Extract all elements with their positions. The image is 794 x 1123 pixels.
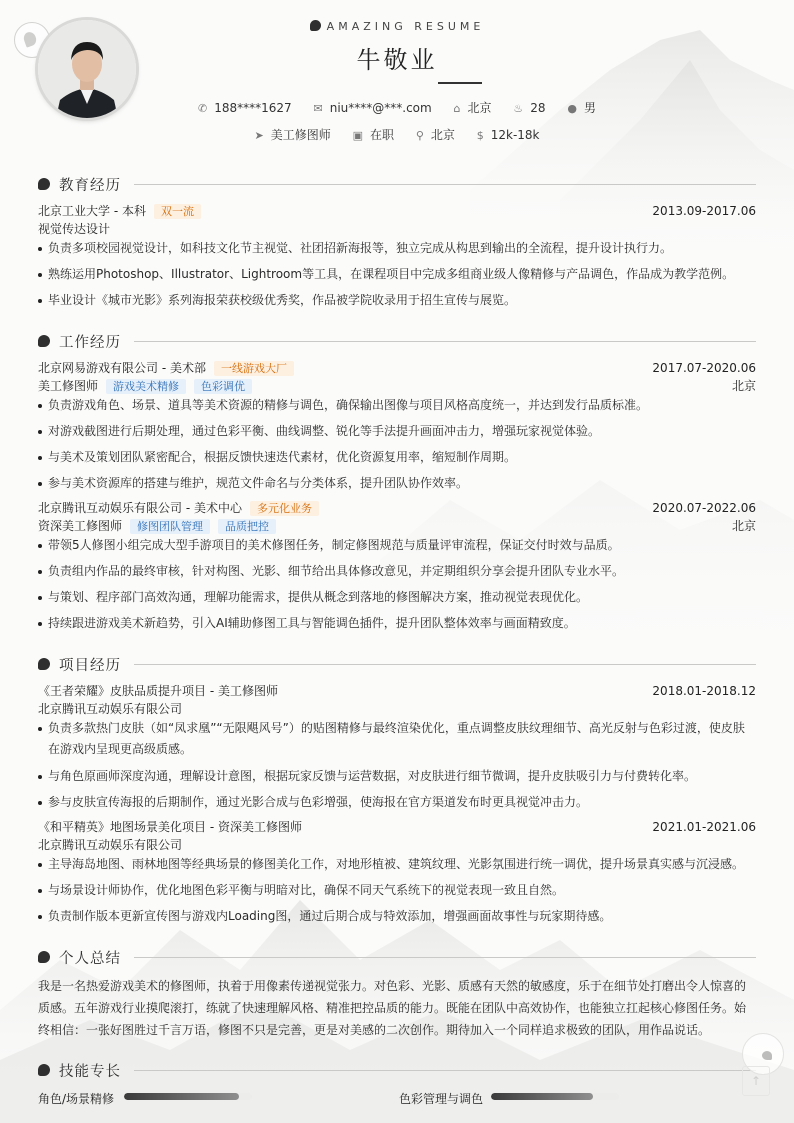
role-tag: 游戏美术精修 [106,379,186,394]
location-icon: ⚲ [415,129,424,142]
gender-text: 男 [583,101,596,115]
list-item: 与策划、程序部门高效沟通，理解功能需求，提供从概念到落地的修图解决方案，推动视觉表现优化。 [38,587,756,608]
name-underline [438,82,482,84]
back-to-top-button[interactable] [742,1066,770,1096]
project-company: 北京腾讯互动娱乐有限公司 [38,838,183,852]
section-title: 工作经历 [59,335,121,351]
list-item: 毕业设计《城市光影》系列海报荣获校级优秀奖，作品被学院收录用于招生宣传与展览。 [38,290,756,311]
list-item: 参与美术资源库的搭建与维护，规范文件命名与分类体系，提升团队协作效率。 [38,473,756,494]
job-city: 北京 [731,379,756,393]
list-item: 与场景设计师协作，优化地图色彩平衡与明暗对比，确保不同天气系统下的视觉表现一致且自然。 [38,880,756,901]
job-role: 美工修图师 [38,379,99,393]
target-city-item [416,126,455,143]
phone-icon: ✆ [198,102,208,115]
salary-icon: $ [476,129,484,142]
candidate-name: 牛敬业 [356,46,438,74]
hometown-text: 北京 [467,101,492,115]
ink-drop-icon [762,1051,772,1060]
send-icon: ➤ [254,129,264,142]
role-tag: 色彩调优 [194,379,252,394]
list-item: 熟练运用Photoshop、Illustrator、Lightroom等工具，在课程项目中完成多组商业级人像精修与产品调色，作品成为教学范例。 [38,264,756,285]
section-work [38,331,756,351]
role-tag: 品质把控 [218,519,276,534]
skill-name: 角色/场景精修 [38,1092,115,1106]
section-summary [38,947,756,967]
phone-text: 188****1627 [214,101,292,115]
list-item: 负责多款热门皮肤（如“凤求凰”“无限飓风号”）的贴图精修与最终渲染优化，重点调整皮肤纹理细节、高光反射与色彩过渡，使皮肤在游戏内呈现更高级质感。 [38,718,756,760]
list-item: 与角色原画师深度沟通，理解设计意图，根据玩家反馈与运营数据，对皮肤进行细节微调，提升皮肤吸引力与付费转化率。 [38,766,756,787]
section-title: 技能专长 [59,1064,121,1080]
gender-item [567,99,596,116]
job-city: 北京 [731,519,756,533]
contact-info-row [0,99,794,116]
section-education [38,174,756,194]
project-company-row [38,836,756,854]
section-divider [134,1070,756,1071]
school-tag: 双一流 [154,204,201,219]
ink-drop-icon [38,178,50,190]
gender-icon: ● [567,102,577,115]
age-item [513,101,545,115]
salary-item [477,128,540,142]
home-icon: ⌂ [453,102,461,115]
job-status-item [353,126,394,143]
project-name: 《王者荣耀》皮肤品质提升项目 - 美工修图师 [38,684,278,698]
resume-tagline [0,20,794,33]
education-period: 2013.09-2017.06 [652,204,756,218]
project-company: 北京腾讯互动娱乐有限公司 [38,702,183,716]
major: 视觉传达设计 [38,222,111,236]
job-period: 2020.07-2022.06 [652,501,756,515]
section-skills [38,1060,756,1080]
tagline-text: AMAZING RESUME [326,20,485,33]
job-company-row [38,499,756,517]
job-role-row [38,377,756,395]
section-divider [134,664,756,665]
list-item: 与美术及策划团队紧密配合，根据反馈快速迭代素材，优化资源复用率，缩短制作周期。 [38,447,756,468]
list-item: 对游戏截图进行后期处理，通过色彩平衡、曲线调整、锐化等手法提升画面冲击力，增强玩家视觉体验。 [38,421,756,442]
salary-text: 12k-18k [490,128,540,142]
list-item: 带领5人修图小组完成大型手游项目的美术修图任务，制定修图规范与质量评审流程，保证交付时效与品质。 [38,535,756,556]
education-major-row [38,220,756,238]
arrow-up-icon: ↑ [750,1074,762,1088]
company-name: 北京腾讯互动娱乐有限公司 - 美术中心 [38,501,242,515]
project-period: 2018.01-2018.12 [652,684,756,698]
job-role-row [38,517,756,535]
section-divider [134,184,756,185]
ink-drop-icon [38,335,50,347]
email-item [314,101,432,115]
list-item: 负责多项校园视觉设计，如科技文化节主视觉、社团招新海报等，独立完成从构思到输出的全流程，提升设计执行力。 [38,238,756,259]
target-role-item [255,126,331,143]
ink-drop-icon [38,1064,50,1076]
project-name: 《和平精英》地图场景美化项目 - 资深美工修图师 [38,820,302,834]
list-item: 参与皮肤宣传海报的后期制作，通过光影合成与色彩增强，使海报在官方渠道发布时更具视觉冲击力。 [38,792,756,813]
skill-level-bar [124,1093,252,1100]
company-tag: 多元化业务 [250,501,319,516]
summary-text: 我是一名热爱游戏美术的修图师，执着于用像素传递视觉张力。对色彩、光影、质感有天然的敏感度，乐于在细节处打磨出令人惊喜的质感。五年游戏行业摸爬滚打，练就了快速理解风格、精准把控品质的能力。既能在团队中高效协作，也能独立扛起核心修图任务。始终相信：一张好图胜过千言万语，修图不只是完善，更是对美感的二次创作。期待加入一个同样追求极致的团队，用作品说话。 [38,979,747,1037]
hometown-item [454,99,492,116]
age-text: 28 [530,101,546,115]
job-role: 资深美工修图师 [38,519,123,533]
section-divider [134,341,756,342]
list-item: 负责游戏角色、场景、道具等美术资源的精修与调色，确保输出图像与项目风格高度统一，并达到发行品质标准。 [38,395,756,416]
job-company-row [38,359,756,377]
section-title: 教育经历 [59,178,121,194]
project-period: 2021.01-2021.06 [652,820,756,834]
section-title: 项目经历 [59,658,121,674]
role-tag: 修图团队管理 [130,519,210,534]
project-company-row [38,700,756,718]
email-icon: ✉ [313,102,323,115]
ink-drop-icon [310,20,321,31]
company-name: 北京网易游戏有限公司 - 美术部 [38,361,206,375]
cake-icon: ♨ [513,102,524,115]
list-item: 负责组内作品的最终审核，针对构图、光影、细节给出具体修改意见，并定期组织分享会提升团队专业水平。 [38,561,756,582]
project-title-row [38,682,756,700]
ink-drop-icon [38,658,50,670]
section-title: 个人总结 [59,951,121,967]
skill-level-bar [491,1093,619,1100]
section-divider [134,957,756,958]
email-text: niu****@***.com [329,101,432,115]
phone-item [198,101,292,115]
skill-level-fill [491,1093,593,1100]
briefcase-icon: ▣ [352,129,363,142]
target-role-text: 美工修图师 [270,128,331,142]
target-city-text: 北京 [430,128,455,142]
job-intent-row [0,126,794,143]
list-item: 主导海岛地图、雨林地图等经典场景的修图美化工作，对地形植被、建筑纹理、光影氛围进行统一调优，提升场景真实感与沉浸感。 [38,854,756,875]
skill-name: 色彩管理与调色 [399,1092,484,1106]
skill-level-fill [124,1093,239,1100]
section-projects [38,654,756,674]
education-school-row [38,202,756,220]
ink-drop-icon [38,951,50,963]
school-name: 北京工业大学 - 本科 [38,204,146,218]
project-title-row [38,818,756,836]
job-status-text: 在职 [369,128,394,142]
job-period: 2017.07-2020.06 [652,361,756,375]
company-tag: 一线游戏大厂 [214,361,294,376]
list-item: 负责制作版本更新宣传图与游戏内Loading图，通过后期合成与特效添加，增强画面故事性与玩家期待感。 [38,906,756,927]
list-item: 持续跟进游戏美术新趋势，引入AI辅助修图工具与智能调色插件，提升团队整体效率与画面精致度。 [38,613,756,634]
